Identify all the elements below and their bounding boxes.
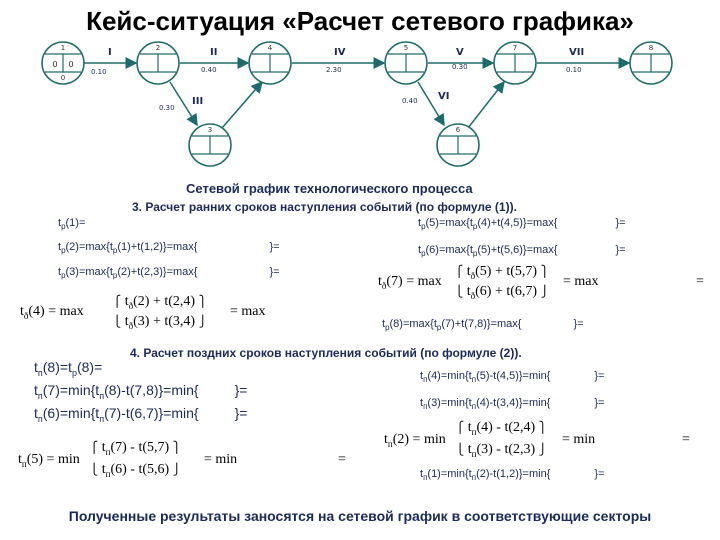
event-number: 2 xyxy=(155,44,161,52)
event-number: 3 xyxy=(207,126,213,134)
section3-heading: 3. Расчет ранних сроков наступления событий (по формуле (1)). xyxy=(132,200,517,214)
event-node-7 xyxy=(494,42,536,84)
diagram-caption: Сетевой график технологического процесса xyxy=(186,181,473,196)
event-number: 6 xyxy=(455,126,461,134)
tn7-line: $t_п(7)=\min\{t_п(8)-t(7,8)\}=\min${ }= xyxy=(34,382,248,401)
early-time: 0 xyxy=(52,60,58,69)
late-time: 0 xyxy=(68,60,74,69)
edge-value-5: 0.30 xyxy=(452,63,468,71)
event-node-1 xyxy=(42,42,84,84)
edge-value-2: 0.40 xyxy=(201,66,217,74)
tn4-line: $t_п(4)=\min\{t_п(5)-t(4,5)\}=\min${ }= xyxy=(420,370,605,385)
event-number: 7 xyxy=(512,44,518,52)
tp2-line: $t_р(2)=\max\{t_р(1)+t(1,2)\}=\max${ }= xyxy=(58,241,280,256)
edge-label-1: I xyxy=(108,47,112,58)
event-node-2 xyxy=(137,42,179,84)
edge-value-6: 0.40 xyxy=(402,97,418,105)
tp6-line: $t_р(6)=\max\{t_р(5)+t(5,6)\}=\max${ }= xyxy=(418,244,626,259)
event-number: 1 xyxy=(60,44,66,52)
tn1-line: $t_п(1)=\min\{t_п(2)-t(1,2)\}=\min${ }= xyxy=(420,468,605,483)
event-node-6 xyxy=(437,124,479,166)
event-number: 4 xyxy=(267,44,273,52)
tp3-line: $t_р(3)=\max\{t_р(2)+t(2,3)\}=\max${ }= xyxy=(58,266,280,281)
edge-6-7 xyxy=(468,82,504,128)
event-node-8 xyxy=(630,42,672,84)
edge-label-2: II xyxy=(210,47,218,58)
edge-label-5: V xyxy=(456,47,464,58)
reserve-time: 0 xyxy=(60,74,66,82)
edge-value-1: 0.10 xyxy=(91,68,107,76)
formula-tp7: $t_ð(7) = \max$ ⎧ $t_ð(5) + t(5,7)$ ⎫ ⎩ $t_ð(6) + t(6,7)$ ⎭ = max = xyxy=(378,264,704,301)
section4-heading: 4. Расчет поздних сроков наступления событий (по формуле (2)). xyxy=(130,346,522,360)
tn6-line: $t_п(6)=\min\{t_п(7)-t(6,7)\}=\min${ }= xyxy=(34,405,248,424)
formula-tn2: $t_п(2) = \min$ ⎧ $t_п(4) - t(2,4)$ ⎫ ⎩ $t_п(3) - t(2,3)$ ⎭ = min = xyxy=(384,420,690,459)
edge-5-6 xyxy=(418,82,444,125)
edge-value-7: 0.10 xyxy=(566,66,582,74)
page-title: Кейс-ситуация «Расчет сетевого графика» xyxy=(86,6,634,36)
network-diagram xyxy=(0,0,720,200)
footer-note: Полученные результаты заносятся на сетевой график в соответствующие секторы xyxy=(68,508,652,524)
edge-label-3: III xyxy=(192,96,204,107)
tn8-line: $t_п(8)=t_р(8)=$ xyxy=(34,359,103,378)
event-number: 8 xyxy=(648,44,654,52)
tp8-line: $t_р(8)=\max\{t_р(7)+t(7,8)\}=\max${ }= xyxy=(382,318,584,333)
formula-tp4: $t_ð(4) = \max$ ⎧ $t_ð(2) + t(2,4)$ ⎫ ⎩ $t_ð(3) + t(3,4)$ ⎭ = max xyxy=(20,294,266,331)
edge-label-4: IV xyxy=(334,47,346,58)
edge-value-4: 2.30 xyxy=(326,66,342,74)
tp1-line: $t_р(1)=$ xyxy=(58,217,86,232)
event-number: 5 xyxy=(403,44,409,52)
event-node-5 xyxy=(385,42,427,84)
edge-label-6: VI xyxy=(438,91,450,102)
tn3-line: $t_п(3)=\min\{t_п(4)-t(3,4)\}=\min${ }= xyxy=(420,397,605,412)
event-node-3 xyxy=(189,124,231,166)
tp5-line: $t_р(5)=\max\{t_р(4)+t(4,5)\}=\max${ }= xyxy=(418,217,626,232)
edge-3-4 xyxy=(222,82,262,128)
edge-label-7: VII xyxy=(569,47,585,58)
formula-tn5: $t_п(5) = \min$ ⎧ $t_п(7) - t(5,7)$ ⎫ ⎩ $t_п(6) - t(5,6)$ ⎭ = min = xyxy=(18,440,346,479)
event-node-4 xyxy=(249,42,291,84)
edge-value-3: 0.30 xyxy=(159,104,175,112)
